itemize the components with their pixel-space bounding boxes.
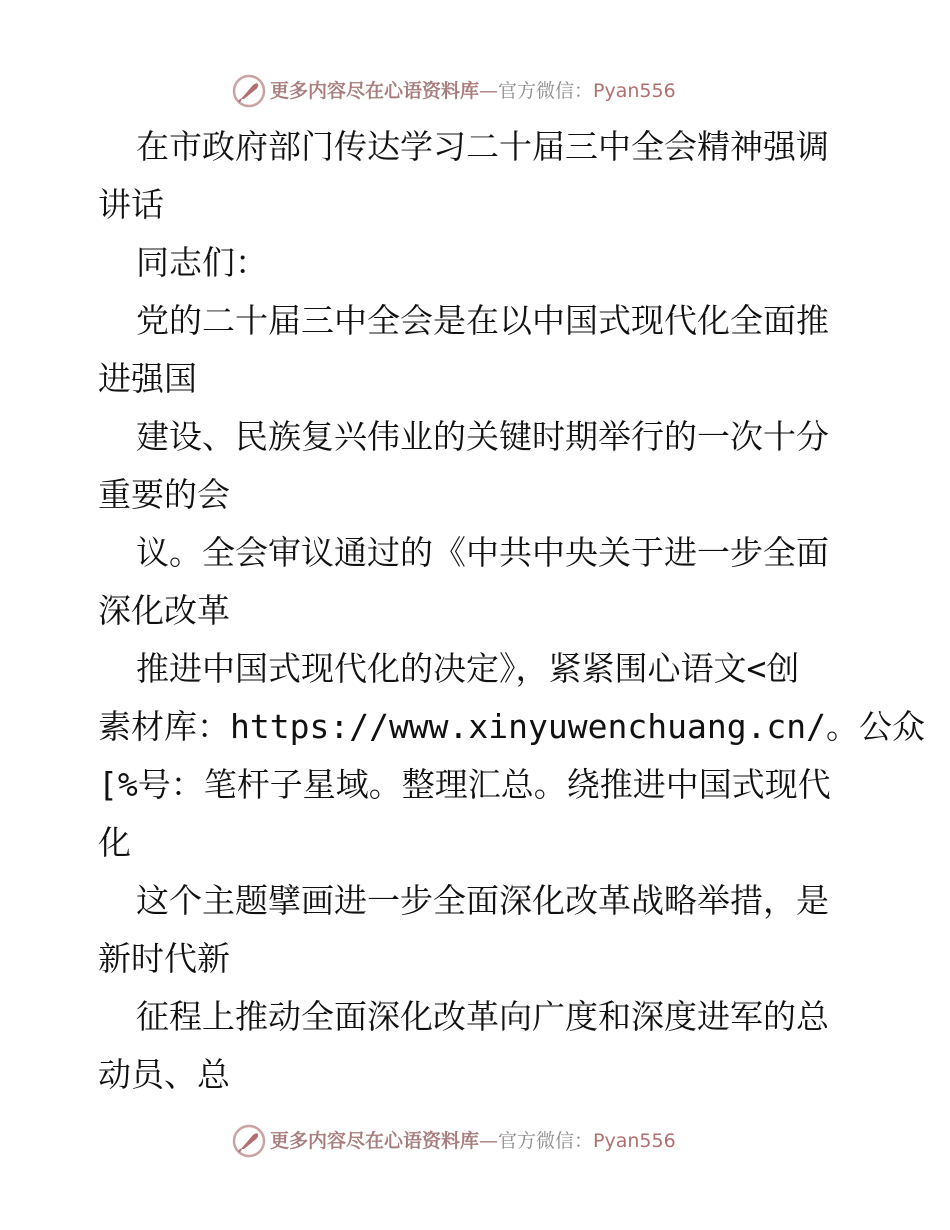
footer-watermark-banner xyxy=(232,1121,676,1161)
banner-wechat-label: 官方微信： xyxy=(498,1130,594,1152)
document-title-line: 讲话 xyxy=(98,185,164,224)
body-text-line: 化 xyxy=(98,823,131,862)
body-text-line: 建设、民族复兴伟业的关键时期举行的一次十分 xyxy=(136,417,829,456)
feather-pen-logo-icon xyxy=(232,74,266,108)
banner-dash: — xyxy=(479,1130,499,1152)
banner-dash: — xyxy=(479,80,499,102)
body-text-line: 重要的会 xyxy=(98,475,230,514)
banner-wechat-id: Pyan556 xyxy=(593,80,676,102)
body-text-line: 党的二十届三中全会是在以中国式现代化全面推 xyxy=(136,301,829,340)
body-text-line: 征程上推动全面深化改革向广度和深度进军的总 xyxy=(136,997,829,1036)
feather-pen-logo-icon xyxy=(232,1124,266,1158)
body-text-line: 新时代新 xyxy=(98,939,230,978)
body-text-line: 进强国 xyxy=(98,359,197,398)
document-title-line: 在市政府部门传达学习二十届三中全会精神强调 xyxy=(136,127,829,166)
banner-wechat-id: Pyan556 xyxy=(593,1130,676,1152)
body-text-line: [%号：笔杆子星域。整理汇总。绕推进中国式现代 xyxy=(98,765,831,804)
body-text-line: 议。全会审议通过的《中共中央关于进一步全面 xyxy=(136,533,829,572)
header-watermark-banner xyxy=(232,71,676,111)
body-text-line: 动员、总 xyxy=(98,1055,230,1094)
body-text-line: 深化改革 xyxy=(98,591,230,630)
banner-main-text: 更多内容尽在心语资料库 xyxy=(270,1130,480,1152)
body-text-line: 素材库：https://www.xinyuwenchuang.cn/。公众 xyxy=(98,707,926,746)
banner-main-text: 更多内容尽在心语资料库 xyxy=(270,80,480,102)
body-text-line: 这个主题擘画进一步全面深化改革战略举措，是 xyxy=(136,881,829,920)
body-text-line: 推进中国式现代化的决定》，紧紧围心语文<创 xyxy=(136,649,800,688)
document-body xyxy=(98,118,926,1104)
salutation-line: 同志们： xyxy=(136,243,268,282)
banner-wechat-label: 官方微信： xyxy=(498,80,594,102)
